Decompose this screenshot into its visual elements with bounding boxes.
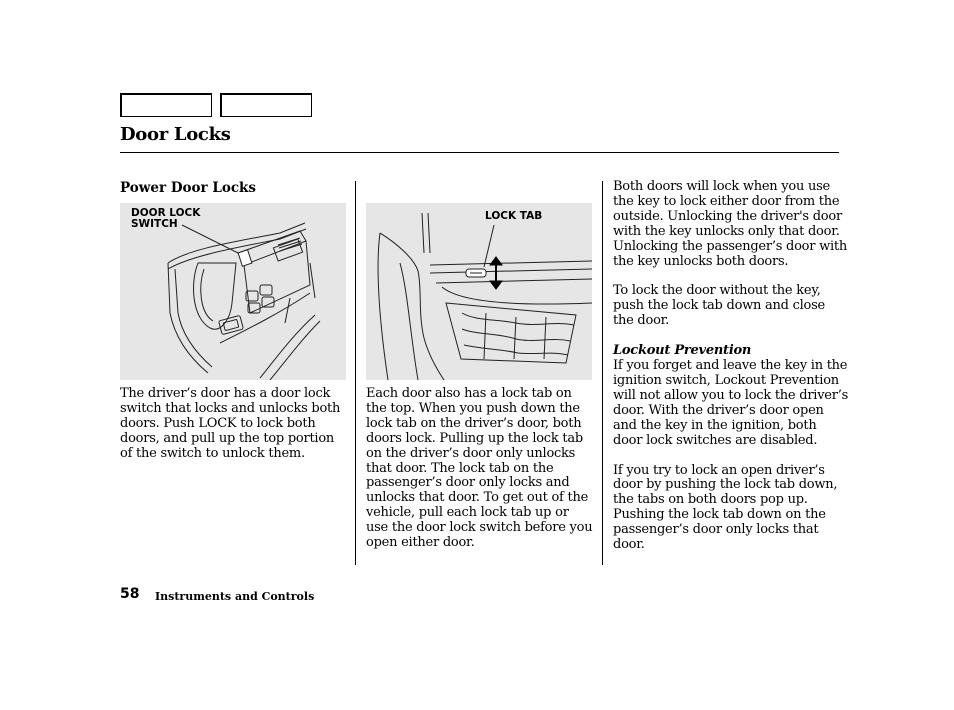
lockout-prevention-block — [613, 344, 849, 448]
paragraph: If you try to lock an open driver’s door by pushing the lock tab down, the tabs on both doors pop up. Pushing the lock tab down on the passenger’s door only locks that door. — [613, 462, 838, 553]
right-column-text — [613, 180, 849, 568]
middle-column-text — [366, 387, 594, 566]
column-divider-2 — [602, 181, 603, 565]
paragraph: Each door also has a lock tab on the top. When you push down the lock tab on the driver’s door, both doors lock. Pulling up the lock tab on the driver’s door only unlocks that door. The lock tab on the passenger’s door only locks and unlocks that door. To get out of the vehicle, pull each lock tab up or use the door lock switch before you open either door. — [366, 386, 593, 551]
page-number: 58 — [120, 586, 140, 602]
paragraph: If you forget and leave the key in the ignition switch, Lockout Prevention will not allow you to lock the driver’s door. With the driver’s door open and the key in the ignition, both door lock switches are disabled. — [613, 358, 848, 448]
section-heading: Power Door Locks — [120, 180, 257, 196]
column-divider-1 — [355, 181, 356, 565]
page-title: Door Locks — [120, 124, 231, 145]
title-rule — [120, 152, 839, 153]
lockout-prevention-subheading: Lockout Prevention — [613, 343, 752, 359]
lock-tab-illustration — [366, 203, 592, 380]
door-lock-switch-figure — [120, 203, 346, 380]
lock-tab-figure — [366, 203, 592, 380]
lock-tab-label: LOCK TAB — [485, 210, 543, 222]
paragraph: The driver’s door has a door lock switch that locks and unlocks both doors. Push LOCK to lock both doors, and pull up the top portion of the switch to unlock them. — [120, 386, 341, 461]
paragraph: To lock the door without the key, push the lock tab down and close the door. — [613, 283, 825, 329]
nav-tab-box-1[interactable] — [120, 93, 212, 117]
nav-tab-box-2[interactable] — [220, 93, 312, 117]
footer-section-title: Instruments and Controls — [155, 590, 315, 603]
left-column-text — [120, 387, 342, 477]
door-lock-switch-label: DOOR LOCK SWITCH — [131, 207, 201, 230]
paragraph: Both doors will lock when you use the key to lock either door from the outside. Unlocking the driver's door with the key unlocks only that door. Unlocking the passenger’s door with the key unlocks both doors. — [613, 179, 847, 269]
